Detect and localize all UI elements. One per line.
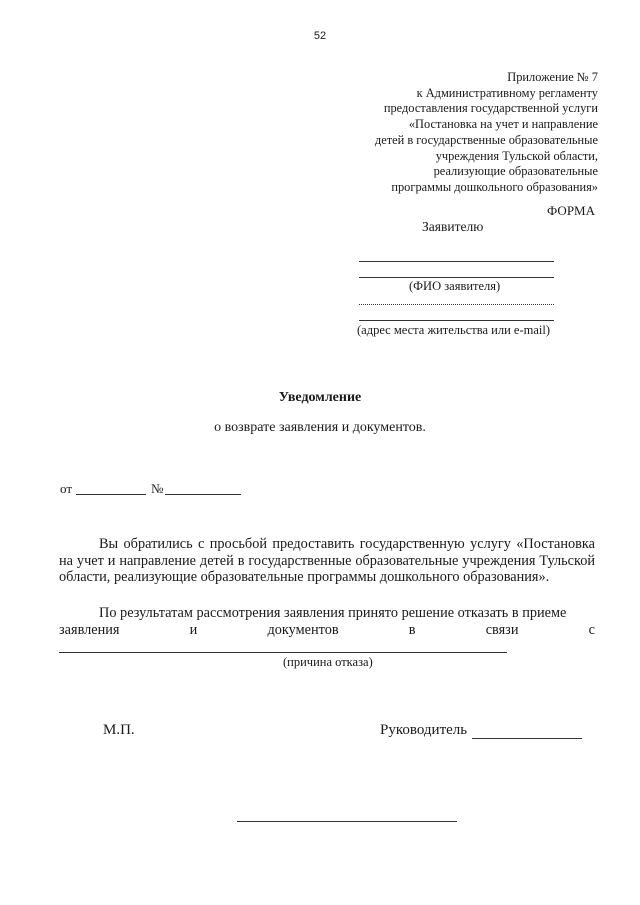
fio-caption: (ФИО заявителя): [409, 279, 501, 293]
appendix-line: к Административному регламенту: [416, 85, 598, 100]
number-label: №: [151, 481, 164, 496]
date-line: [76, 494, 146, 495]
page-number: 52: [313, 30, 327, 42]
addressee-label: Заявителю: [422, 219, 484, 234]
notice-title: Уведомление: [278, 390, 362, 405]
form-label: ФОРМА: [547, 203, 595, 218]
notice-subtitle: о возврате заявления и документов.: [214, 420, 426, 435]
decision-word: с: [588, 622, 595, 638]
date-number-row: [60, 481, 72, 497]
appendix-line: детей в государственные образовательные: [374, 132, 598, 147]
fio-line-2: [359, 277, 554, 278]
from-label: от: [60, 481, 73, 496]
appendix-line: учреждения Тульской области,: [435, 148, 598, 163]
paragraph-decision-text: По результатам рассмотрения заявления принято решение отказать в приеме: [99, 605, 567, 621]
paragraph-decision: [59, 605, 595, 622]
bottom-rule: [237, 821, 457, 822]
reason-caption: (причина отказа): [283, 655, 373, 669]
address-line-2: [359, 320, 554, 321]
appendix-line: программы дошкольного образования»: [391, 179, 598, 194]
paragraph-request: [59, 536, 595, 586]
decision-word: связи: [485, 622, 519, 638]
stamp-label: М.П.: [103, 722, 135, 738]
paragraph-decision-continued: [59, 622, 595, 639]
appendix-line: Приложение № 7: [507, 70, 598, 84]
decision-word: в: [408, 622, 416, 638]
appendix-line: «Постановка на учет и направление: [408, 117, 598, 132]
head-signature-line: [472, 738, 582, 739]
appendix-header: [278, 70, 598, 196]
fio-line-1: [359, 261, 554, 262]
reason-line: [59, 652, 507, 653]
head-label: Руководитель: [380, 722, 468, 738]
address-line-1: [359, 304, 554, 305]
number-label-wrap: [151, 481, 163, 497]
appendix-line: предоставления государственной услуги: [383, 101, 598, 116]
appendix-line: реализующие образовательные: [433, 164, 598, 179]
paragraph-request-text: Вы обратились с просьбой предоставить государственную услугу «Постановка на учет и направление детей в государственные образовательные учреждения Тульской области, реализующие образовательные программы дошкольного образования».: [59, 536, 595, 585]
decision-word: заявления: [59, 622, 120, 638]
address-caption: (адрес места жительства или e-mail): [357, 323, 550, 337]
decision-word: документов: [267, 622, 339, 638]
head-signature: [380, 722, 467, 739]
number-line: [165, 494, 241, 495]
decision-word: и: [189, 622, 198, 638]
